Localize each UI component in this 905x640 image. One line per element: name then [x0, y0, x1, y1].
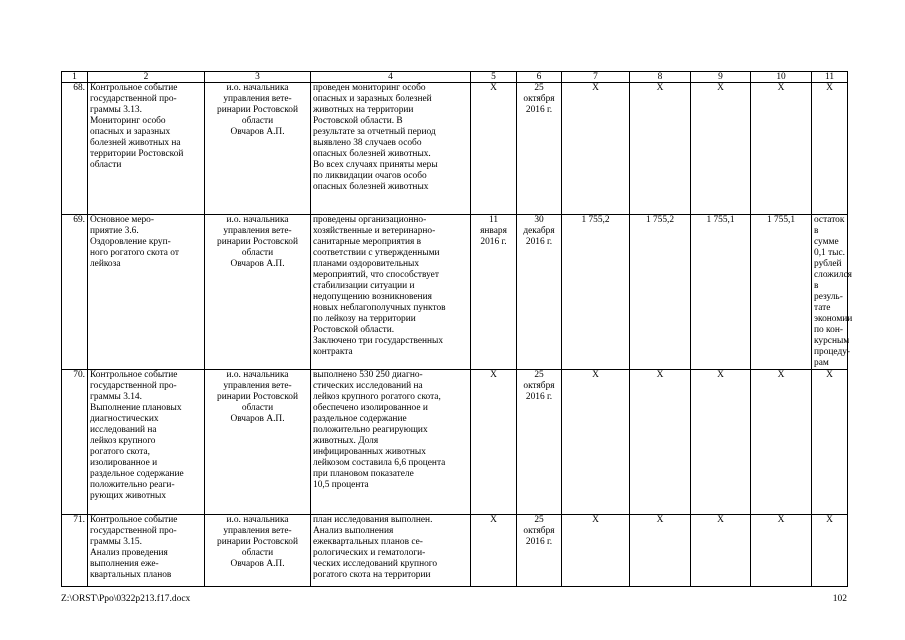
table-row — [62, 370, 848, 515]
row-number: 69. — [62, 215, 88, 370]
col8: X — [630, 370, 691, 515]
header-cell: 8 — [630, 72, 691, 83]
result: выполнено 530 250 диагно- стических исследований на лейкоз крупного рогатого скота, обеспечено изолированное и раздельное содержание положительно реагирующих животных. Доля инфицированных животных лейкозом составила 6,6 процента при плановом показателе 10,5 процента — [311, 370, 471, 515]
result: проведены организационно- хозяйственные и ветеринарно- санитарные мероприятия в соответствии с утвержденными планами оздоровительных мероприятий, что способствует стабилизации ситуации и недопущению возникновения новых неблагополучных пунктов по лейкозу на территории Ростовской области. Заключено три государственных контракта — [311, 215, 471, 370]
file-path: Z:\ORST\Ppo\0322p213.f17.docx — [61, 594, 191, 604]
header-cell: 11 — [812, 72, 848, 83]
page-number: 102 — [832, 594, 847, 604]
col9: X — [691, 515, 751, 587]
col7: X — [562, 83, 630, 215]
responsible: и.о. начальника управления вете- ринарии Ростовской области Овчаров А.П. — [205, 370, 311, 515]
col10: X — [751, 83, 812, 215]
header-cell: 2 — [88, 72, 205, 83]
row-number: 70. — [62, 370, 88, 515]
event-name: Основное меро- приятие 3.6. Оздоровление круп- ного рогатого скота от лейкоза — [88, 215, 205, 370]
event-name: Контрольное событие государственной про- граммы 3.15. Анализ проведения выполнения еже- квартальных планов — [88, 515, 205, 587]
col10: X — [751, 515, 812, 587]
start-date: X — [471, 83, 517, 215]
header-cell: 5 — [471, 72, 517, 83]
report-table — [61, 71, 853, 587]
header-row — [62, 72, 848, 83]
event-name: Контрольное событие государственной про- граммы 3.13. Мониторинг особо опасных и заразных болезней животных на территории Ростовской области — [88, 83, 205, 215]
col9: X — [691, 370, 751, 515]
col11: X — [812, 83, 848, 215]
responsible: и.о. начальника управления вете- ринарии Ростовской области Овчаров А.П. — [205, 83, 311, 215]
start-date: X — [471, 370, 517, 515]
header-cell: 7 — [562, 72, 630, 83]
table-row — [62, 515, 848, 587]
result: проведен мониторинг особо опасных и заразных болезней животных на территории Ростовской области. В результате за отчетный период выявлено 38 случаев особо опасных болезней животных. Во всех случаях приняты меры по ликвидации очагов особо опасных болезней животных — [311, 83, 471, 215]
row-number: 68. — [62, 83, 88, 215]
header-cell: 6 — [517, 72, 562, 83]
header-cell: 9 — [691, 72, 751, 83]
table-row — [62, 83, 848, 215]
col10: 1 755,1 — [751, 215, 812, 370]
header-cell: 10 — [751, 72, 812, 83]
responsible: и.о. начальника управления вете- ринарии Ростовской области Овчаров А.П. — [205, 515, 311, 587]
col7: 1 755,2 — [562, 215, 630, 370]
col11: остаток в сумме 0,1 тыс. рублей сложился в резуль- тате экономии по кон- курсным процеду- рам — [812, 215, 848, 370]
col8: 1 755,2 — [630, 215, 691, 370]
end-date: 25 октября 2016 г. — [517, 515, 562, 587]
end-date: 30 декабря 2016 г. — [517, 215, 562, 370]
row-number: 71. — [62, 515, 88, 587]
header-cell: 1 — [62, 72, 88, 83]
col8: X — [630, 515, 691, 587]
start-date: 11 января 2016 г. — [471, 215, 517, 370]
result: план исследования выполнен. Анализ выполнения ежеквартальных планов се- рологических и гематологи- ческих исследований крупного рогатого скота на территории — [311, 515, 471, 587]
col10: X — [751, 370, 812, 515]
col7: X — [562, 515, 630, 587]
header-cell: 3 — [205, 72, 311, 83]
col8: X — [630, 83, 691, 215]
header-cell: 4 — [311, 72, 471, 83]
table-row — [62, 215, 848, 370]
col11: X — [812, 370, 848, 515]
event-name: Контрольное событие государственной про- граммы 3.14. Выполнение плановых диагностических исследований на лейкоз крупного рогатого скота, изолированное и раздельное содержание положительно реаги- рующих животных — [88, 370, 205, 515]
col11: X — [812, 515, 848, 587]
end-date: 25 октября 2016 г. — [517, 83, 562, 215]
start-date: X — [471, 515, 517, 587]
col7: X — [562, 370, 630, 515]
end-date: 25 октября 2016 г. — [517, 370, 562, 515]
col9: X — [691, 83, 751, 215]
responsible: и.о. начальника управления вете- ринарии Ростовской области Овчаров А.П. — [205, 215, 311, 370]
col9: 1 755,1 — [691, 215, 751, 370]
